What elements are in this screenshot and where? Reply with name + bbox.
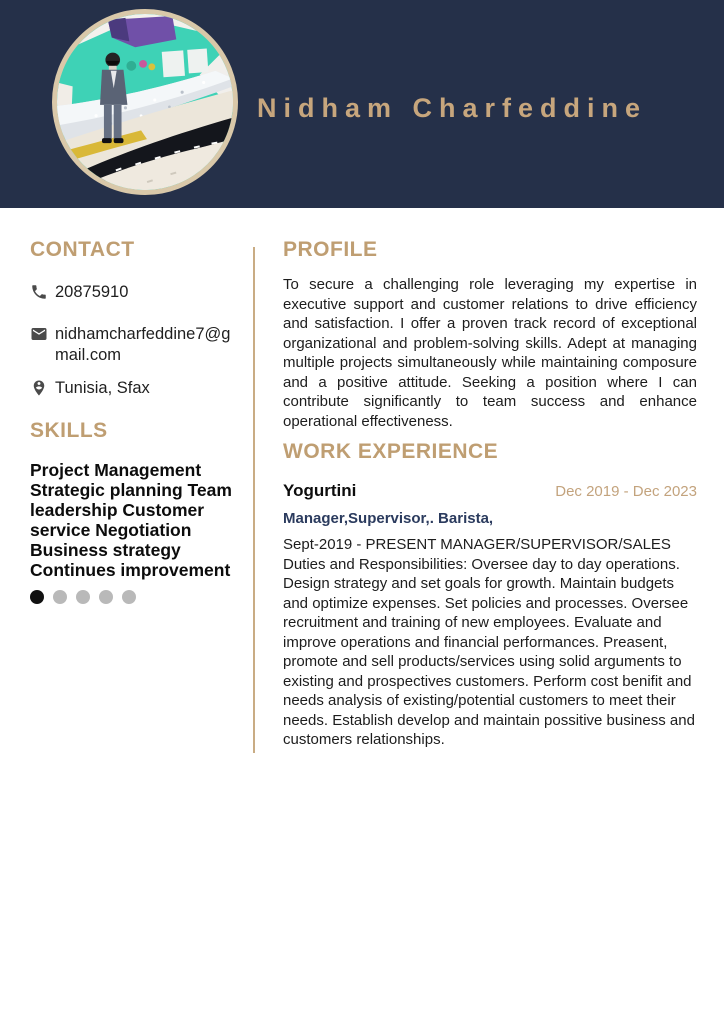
skills-list: Project Management Strategic planning Team leadership Customer service Negotiation Business strategy Continues improvement: [30, 460, 232, 580]
phone-number: 20875910: [55, 283, 129, 301]
skills-heading: SKILLS: [30, 419, 108, 442]
skill-rating-dots: [30, 590, 136, 604]
rating-dot-filled: [30, 590, 44, 604]
employment-dates: Dec 2019 - Dec 2023: [555, 483, 697, 500]
envelope-icon: [30, 325, 48, 343]
candidate-name: Nidham Charfeddine: [257, 93, 648, 123]
contact-location-row: [30, 378, 242, 399]
email-address: nidhamcharfeddine7@gmail.com: [55, 325, 231, 364]
work-experience-heading: WORK EXPERIENCE: [283, 440, 499, 463]
job-description: Sept-2019 - PRESENT MANAGER/SUPERVISOR/SALES Duties and Responsibilities: Oversee day to day operations. Design strategy and set goals for growth. Maintain budgets and optimize expenses. Set policies and processes. Oversee recruitment and training of new employees. Evaluate and improve operations and financial performances. Preasent, promote and sell products/services using solid arguments to existing and prospectives customers. Perform cost benifit and needs analysis of existing/potential customers to meet their needs. Establish develop and maintain possitive business and customers relationships.: [283, 536, 695, 748]
person-pin-icon: [30, 379, 48, 397]
rating-dot-empty: [53, 590, 67, 604]
header-band: [0, 0, 724, 208]
column-divider: [253, 247, 255, 753]
profile-summary: To secure a challenging role leveraging my expertise in executive support and customer relations to drive efficiency and satisfaction. I offer a proven track record of exceptional organizational and problem-solving skills. Adept at managing multiple projects simultaneously while maintaining composure and a positive attitude. Seeking a position where I can contribute significantly to team success and enhance operational effectiveness.: [283, 276, 697, 430]
phone-icon: [30, 283, 48, 301]
rating-dot-empty: [99, 590, 113, 604]
contact-heading: CONTACT: [30, 238, 135, 261]
profile-photo-illustration: [57, 14, 233, 190]
rating-dot-empty: [76, 590, 90, 604]
rating-dot-empty: [122, 590, 136, 604]
location-text: Tunisia, Sfax: [55, 379, 150, 397]
profile-photo: [52, 9, 238, 195]
contact-phone-row: [30, 282, 242, 303]
company-name: Yogurtini: [283, 481, 357, 500]
profile-heading: PROFILE: [283, 238, 378, 261]
contact-email-row: [30, 324, 242, 366]
work-entry-header: [283, 481, 697, 501]
job-title: Manager,Supervisor,. Barista,: [283, 510, 494, 527]
